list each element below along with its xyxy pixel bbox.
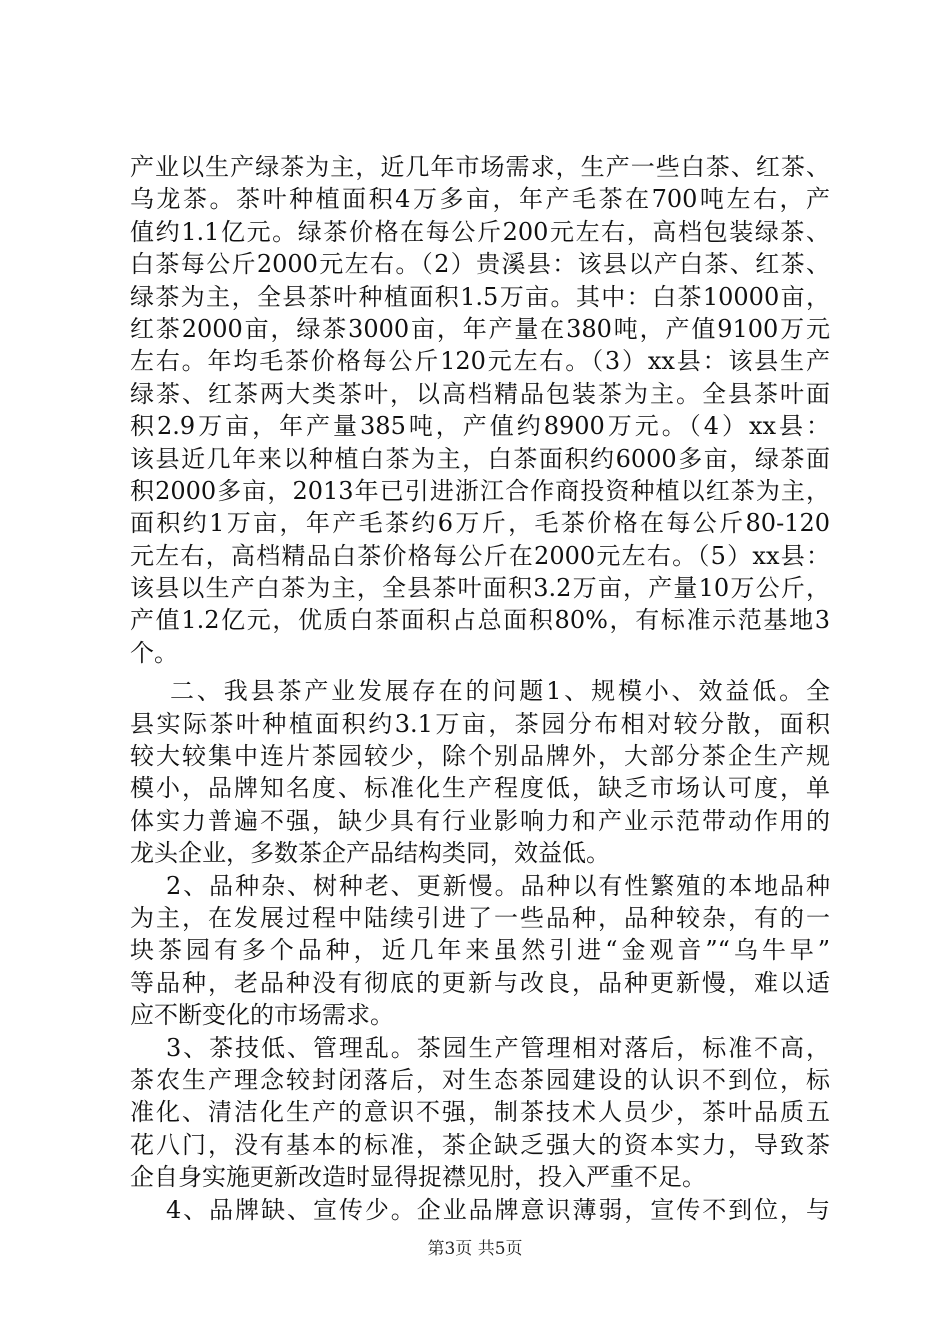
- text-line: 该县近几年来以种植白茶为主，白茶面积约6000多亩，绿茶面: [130, 444, 830, 473]
- text-line: 龙头企业，多数茶企产品结构类同，效益低。: [130, 839, 610, 868]
- document-body: [130, 151, 830, 1226]
- text-line: 产业以生产绿茶为主，近几年市场需求，生产一些白茶、红茶、: [130, 153, 830, 181]
- item-four-paragraph: [130, 1194, 830, 1226]
- text-line: 模小，品牌知名度、标准化生产程度低，缺乏市场认可度，单: [130, 774, 830, 803]
- paragraph-continued: [130, 151, 830, 669]
- text-line: 积2.9万亩，年产量385吨，产值约8900万元。（4）xx县：: [130, 412, 830, 441]
- text-line: 值约1.1亿元。绿茶价格在每公斤200元左右，高档包装绿茶、: [130, 217, 830, 246]
- text-line: 为主，在发展过程中陆续引进了一些品种，品种较杂，有的一: [130, 903, 830, 932]
- text-line: 茶农生产理念较封闭落后，对生态茶园建设的认识不到位，标: [130, 1065, 830, 1094]
- text-line: 个。: [130, 638, 178, 667]
- text-line: 绿茶为主，全县茶叶种植面积1.5万亩。其中：白茶10000亩，: [130, 282, 830, 311]
- text-line: 花八门，没有基本的标准，茶企缺乏强大的资本实力，导致茶: [130, 1130, 830, 1159]
- text-line: 红茶2000亩，绿茶3000亩，年产量在380吨，产值9100万元: [130, 314, 830, 343]
- text-line: 县实际茶叶种植面积约3.1万亩，茶园分布相对较分散，面积: [130, 709, 830, 738]
- text-line: 4、品牌缺、宣传少。企业品牌意识薄弱，宣传不到位，与: [166, 1195, 830, 1224]
- page-footer: 第3页 共5页: [427, 1239, 523, 1259]
- text-line: 准化、清洁化生产的意识不强，制茶技术人员少，茶叶品质五: [130, 1098, 830, 1127]
- item-three-paragraph: [130, 1032, 830, 1194]
- text-line: 体实力普遍不强，缺少具有行业影响力和产业示范带动作用的: [130, 806, 830, 835]
- text-line: 企自身实施更新改造时显得捉襟见肘，投入严重不足。: [130, 1163, 706, 1192]
- text-line: 较大较集中连片茶园较少，除个别品牌外，大部分茶企生产规: [130, 742, 830, 771]
- text-line: 乌龙茶。茶叶种植面积4万多亩，年产毛茶在700吨左右，产: [130, 185, 830, 214]
- text-line: 面积约1万亩，年产毛茶约6万斤，毛茶价格在每公斤80-120: [130, 509, 830, 538]
- text-line: 产值1.2亿元，优质白茶面积占总面积80%，有标准示范基地3: [130, 606, 830, 635]
- text-line: 3、茶技低、管理乱。茶园生产管理相对落后，标准不高，: [166, 1033, 830, 1062]
- text-line: 绿茶、红茶两大类茶叶，以高档精品包装茶为主。全县茶叶面: [130, 379, 830, 408]
- text-line: 应不断变化的市场需求。: [130, 1001, 394, 1030]
- text-line: 元左右，高档精品白茶价格每公斤在2000元左右。（5）xx县：: [130, 541, 830, 570]
- text-line: 块茶园有多个品种，近几年来虽然引进“金观音”“乌牛早”: [130, 936, 830, 965]
- item-two-paragraph: [130, 870, 830, 1032]
- section-two-paragraph: [130, 675, 830, 869]
- text-line: 左右。年均毛茶价格每公斤120元左右。（3）xx县：该县生产: [130, 347, 830, 376]
- text-line: 二、我县茶产业发展存在的问题1、规模小、效益低。全: [170, 677, 830, 706]
- text-line: 积2000多亩，2013年已引进浙江合作商投资种植以红茶为主，: [130, 476, 830, 505]
- text-line: 该县以生产白茶为主，全县茶叶面积3.2万亩，产量10万公斤，: [130, 574, 830, 603]
- text-line: 白茶每公斤2000元左右。（2）贵溪县：该县以产白茶、红茶、: [130, 250, 830, 279]
- text-line: 2、品种杂、树种老、更新慢。品种以有性繁殖的本地品种: [166, 871, 830, 900]
- text-line: 等品种，老品种没有彻底的更新与改良，品种更新慢，难以适: [130, 968, 830, 997]
